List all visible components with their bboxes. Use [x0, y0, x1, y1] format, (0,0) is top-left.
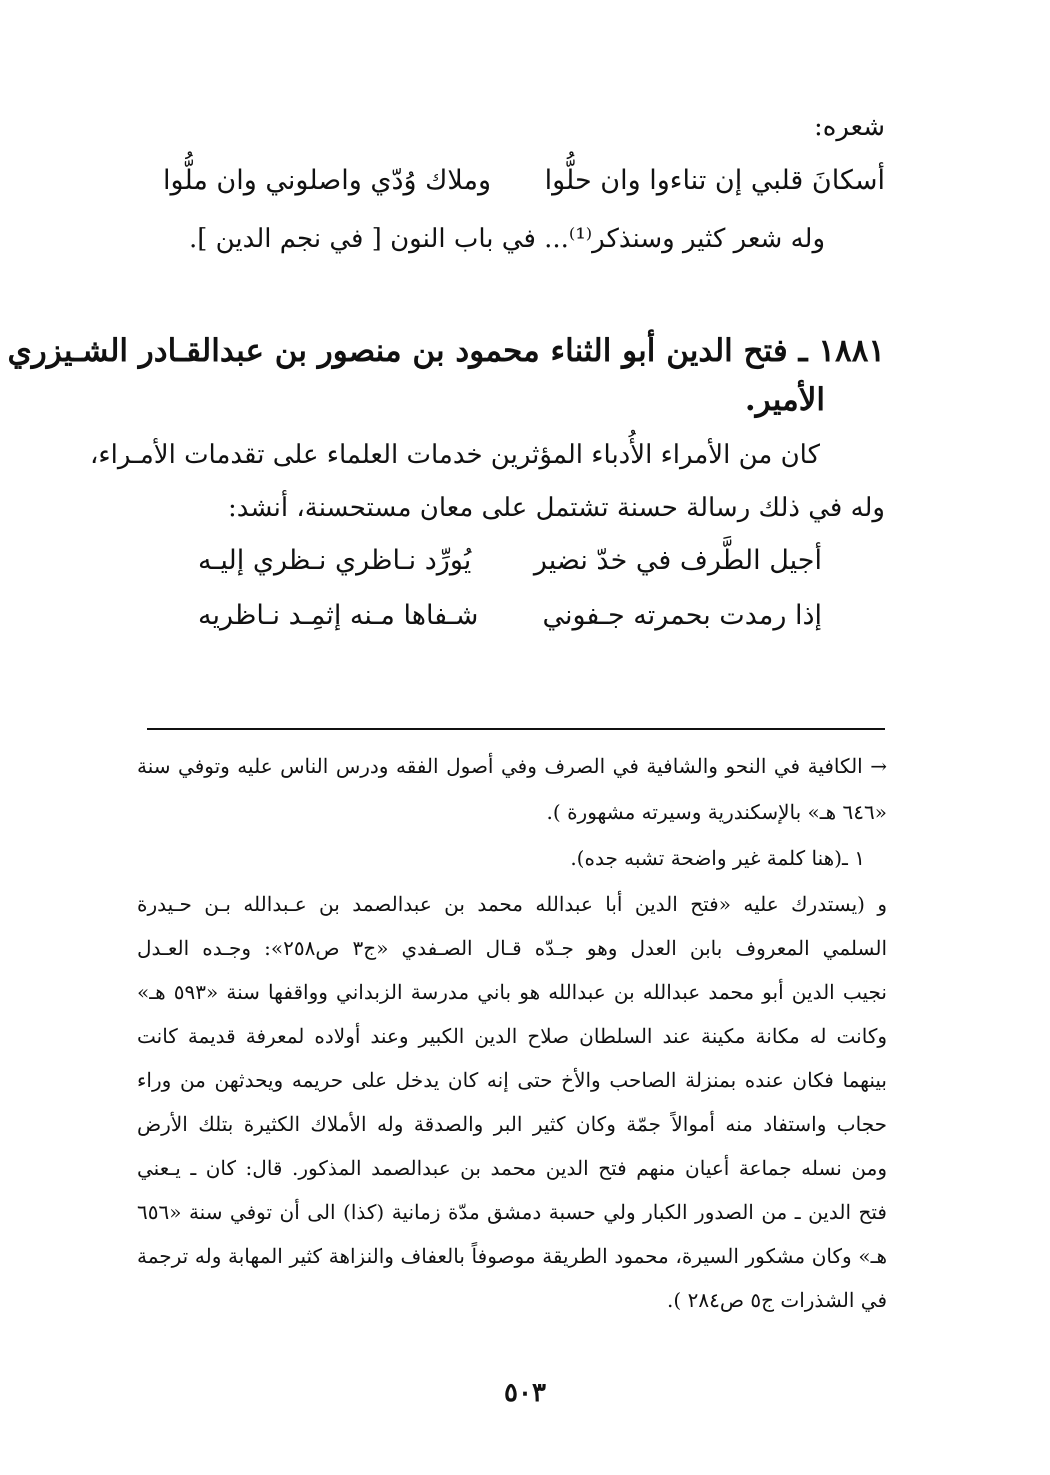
footnote-waw-line: و (يستدرك عليه «فتح الدين أبا عبدالله محمد بن عبدالصمد بن عـبدالله بـن حـيدرة — [137, 892, 887, 916]
footnote-waw-line: وكانت له مكانة مكينة عند السلطان صلاح الدين الكبير وعند أولاده لمعرفة قديمة كانت — [137, 1024, 887, 1048]
entry-heading-line-2: الأمير. — [744, 382, 825, 418]
footnote-continuation-line-1 — [137, 754, 887, 778]
footnote-waw-line: فتح الدين ـ من الصدور الكبار ولي حسبة دمشق مدّة زمانية (كذا) الى أن توفي سنة «٦٥٦ — [137, 1200, 887, 1224]
footnote-continuation — [137, 754, 887, 778]
continuation-arrow-icon: → — [870, 754, 888, 778]
footnote-waw-line: نجيب الدين أبو محمد عبدالله بن عبدالله هو باني مدرسة الزبداني وواقفها سنة «٥٩٣ هـ» — [137, 980, 887, 1004]
footnote-waw — [137, 892, 887, 1332]
footnote-separator — [147, 728, 885, 730]
entry-verse-1-first: أجيل الطَّرف في خدّ نضير — [533, 545, 822, 576]
footnote-waw-line: بينهما فكان عنده بمنزلة الصاحب والأخ حتى إنه كان يدخل على حريمه ويحدثهن من وراء — [137, 1068, 887, 1092]
verse-1-second-hemistich: وملاك وُدّي واصلوني وان ملُّوا — [163, 165, 491, 196]
entry-heading-line-1: ١٨٨١ ـ فتح الدين أبو الثناء محمود بن منصور بن عبدالقـادر الشـيزري — [7, 333, 885, 369]
page-number: ٥٠٣ — [504, 1378, 546, 1408]
footnote-waw-last-line: في الشذرات ج٥ ص٢٨٤ ). — [667, 1288, 887, 1312]
verse-1-first-hemistich: أسكانَ قلبي إن تناءوا وان حلُّوا — [544, 165, 885, 196]
footnote-1: ١ ـ(هنا كلمة غير واضحة تشبه جده). — [570, 846, 865, 870]
entry-verse-1-second: يُورِّد نـاظري نـظري إليـه — [198, 545, 472, 576]
footnote-waw-line: ومن نسله جماعة أعيان منهم فتح الدين محمد بن عبدالصمد المذكور. قال: كان ـ يـعني — [137, 1156, 887, 1180]
footnote-continuation-line-2: «٦٤٦ هـ» بالإسكندرية وسيرته مشهورة ). — [546, 800, 887, 824]
footnote-continuation-text-1: الكافية في النحو والشافية في الصرف وفي أصول الفقه ودرس الناس عليه وتوفي سنة — [137, 754, 863, 778]
entry-verse-2-first: إذا رمدت بحمرته جـفوني — [542, 600, 822, 631]
entry-body-line-2: وله في ذلك رسالة حسنة تشتمل على معان مستحسنة، أنشد: — [228, 493, 885, 523]
entry-verse-2-second: شـفاها مـنه إثمِـد نـاظريه — [198, 600, 479, 631]
footnote-waw-line: حجاب واستفاد منه أموالاً جمّة وكان كثير البر والصدقة وله الأملاك الكثيرة بتلك الأرض — [137, 1112, 887, 1136]
poetry-label: شعره: — [813, 112, 885, 142]
entry-body-line-1: كان من الأمراء الأُدباء المؤثرين خدمات العلماء على تقدمات الأمـراء، — [90, 440, 820, 470]
footnote-waw-line: السلمي المعروف بابن العدل وهو جـدّه قـال الصـفدي «ج٣ ص٢٥٨»: وجـده العـدل — [137, 936, 888, 960]
footnote-waw-line: هـ» وكان مشكور السيرة، محمود الطريقة موصوفاً بالعفاف والنزاهة كثير المهابة وله ترجمة — [137, 1244, 887, 1268]
note-line: وله شعر كثير وسنذكر⁽¹⁾... في باب النون [ في نجم الدين ]. — [188, 224, 825, 254]
